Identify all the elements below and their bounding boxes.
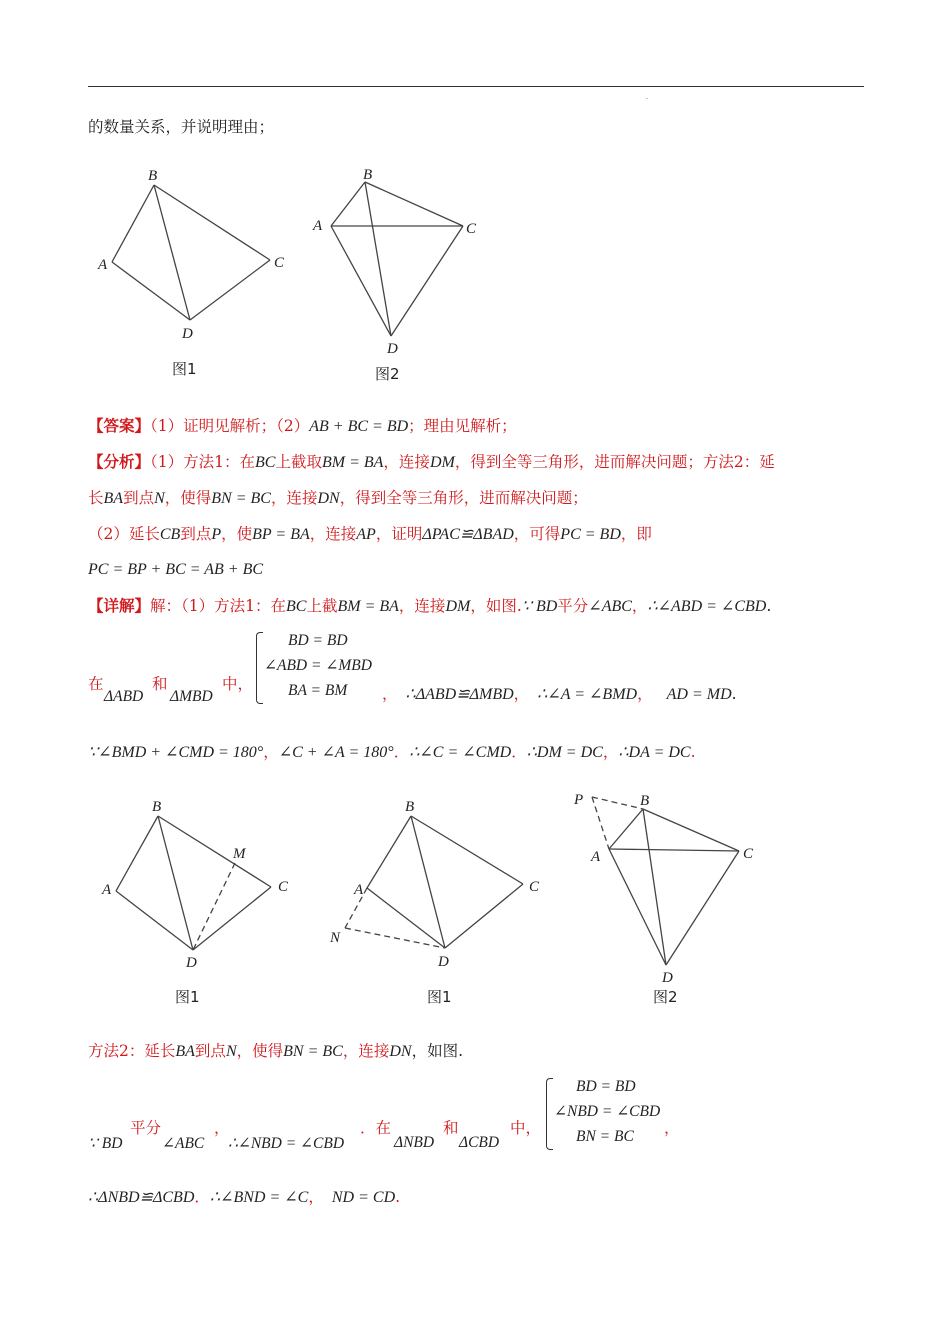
- method2-bisect: 平分: [130, 1119, 162, 1137]
- figure-part2: [565, 785, 775, 1015]
- method2-tri1: ΔNBD: [394, 1134, 435, 1151]
- method2-abc: ∠ABC: [162, 1135, 205, 1152]
- label-C: C: [466, 221, 477, 237]
- system2: BD = BD ∠NBD = ∠CBD BN = BC: [554, 1078, 661, 1145]
- figure-method2: [325, 790, 555, 1010]
- analysis-line-1: 【分析】（1）方法1：在BC上截取BM = BA，连接DM，得到全等三角形，进而解决问题；方法2：延: [88, 452, 775, 471]
- detail-in: 在: [88, 675, 104, 693]
- label-N: N: [330, 930, 341, 946]
- label-C: C: [274, 255, 285, 271]
- label-C: C: [529, 879, 540, 895]
- method2-final: ∴ΔNBD≌ΔCBD．∴∠BND = ∠C， ND = CD.: [88, 1188, 401, 1206]
- detail-and: 和: [152, 675, 168, 693]
- system1-after: ， ∴ΔABD≌ΔMBD， ∴∠A = ∠BMD， AD = MD.: [382, 685, 737, 703]
- method2-conclusion: ∴∠NBD = ∠CBD: [228, 1135, 345, 1152]
- analysis-line-3: （2）延长CB到点P，使BP = BA，连接AP，证明ΔPAC≌ΔBAD，可得PC = BD，即: [88, 525, 652, 543]
- answer-tag: 【答案】: [88, 416, 151, 435]
- label-P: P: [574, 792, 584, 808]
- caption-fig1: 图1: [172, 360, 197, 378]
- detail-tri2: ΔMBD: [170, 688, 213, 705]
- label-B: B: [363, 167, 373, 183]
- analysis-line-2: 长BA到点N，使得BN = BC，连接DN，得到全等三角形，进而解决问题；: [88, 489, 588, 507]
- label-D: D: [186, 955, 197, 971]
- intro-text: 的数量关系，并说明理由；: [88, 118, 275, 136]
- figure-1-top: [90, 160, 300, 390]
- label-A: A: [102, 882, 112, 898]
- label-D: D: [662, 970, 673, 986]
- method2-mid: 中，: [510, 1119, 542, 1137]
- method2-line-1: 方法2：延长BA到点N，使得BN = BC，连接DN，如图.: [88, 1042, 463, 1060]
- system1: BD = BD ∠ABD = ∠MBD BA = BM: [264, 632, 372, 699]
- label-D: D: [182, 326, 193, 342]
- detail-line-1: 【详解】解：（1）方法1：在BC上截BM = BA，连接DM，如图.∵ BD平分∠ABC，∴∠ABD = ∠CBD.: [88, 596, 772, 615]
- label-C: C: [743, 846, 754, 862]
- method2-and: 和: [443, 1119, 459, 1137]
- caption-fig2b: 图2: [653, 988, 678, 1006]
- detail-tri1: ΔABD: [104, 688, 144, 705]
- method2-tri2: ΔCBD: [459, 1134, 500, 1151]
- caption-fig1a: 图1: [175, 988, 200, 1006]
- method2-comma: ，: [214, 1119, 230, 1137]
- detail-tag: 【详解】: [88, 596, 151, 615]
- label-B: B: [640, 793, 650, 809]
- caption-fig2: 图2: [375, 365, 400, 383]
- figure-2-top: [305, 160, 495, 390]
- system2-comma: ，: [664, 1119, 680, 1137]
- method2-in: ．在: [360, 1119, 392, 1137]
- answer-line: 【答案】（1）证明见解析；（2）AB + BC = BD；理由见解析；: [88, 416, 517, 435]
- label-A: A: [98, 257, 108, 273]
- label-C: C: [278, 879, 289, 895]
- label-A: A: [313, 218, 323, 234]
- caption-fig1b: 图1: [427, 988, 452, 1006]
- analysis-tag: 【分析】: [88, 452, 151, 471]
- system2-brace: [546, 1078, 553, 1150]
- figure-method1: [95, 790, 305, 1010]
- system1-brace: [256, 632, 263, 704]
- label-A: A: [354, 882, 364, 898]
- label-B: B: [152, 799, 162, 815]
- analysis-line-4: PC = BP + BC = AB + BC: [88, 561, 264, 578]
- label-B: B: [405, 799, 415, 815]
- header-rule: [88, 86, 864, 87]
- label-A: A: [591, 849, 601, 865]
- label-B: B: [148, 168, 158, 184]
- label-D: D: [387, 341, 398, 357]
- label-M: M: [233, 846, 246, 862]
- method2-bd: ∵ BD: [88, 1135, 123, 1152]
- label-D: D: [438, 954, 449, 970]
- detail-line-3: ∵∠BMD + ∠CMD = 180°，∠C + ∠A = 180°．∴∠C = ∠CMD．∴DM = DC，∴DA = DC.: [88, 743, 696, 761]
- detail-mid: 中，: [222, 675, 254, 693]
